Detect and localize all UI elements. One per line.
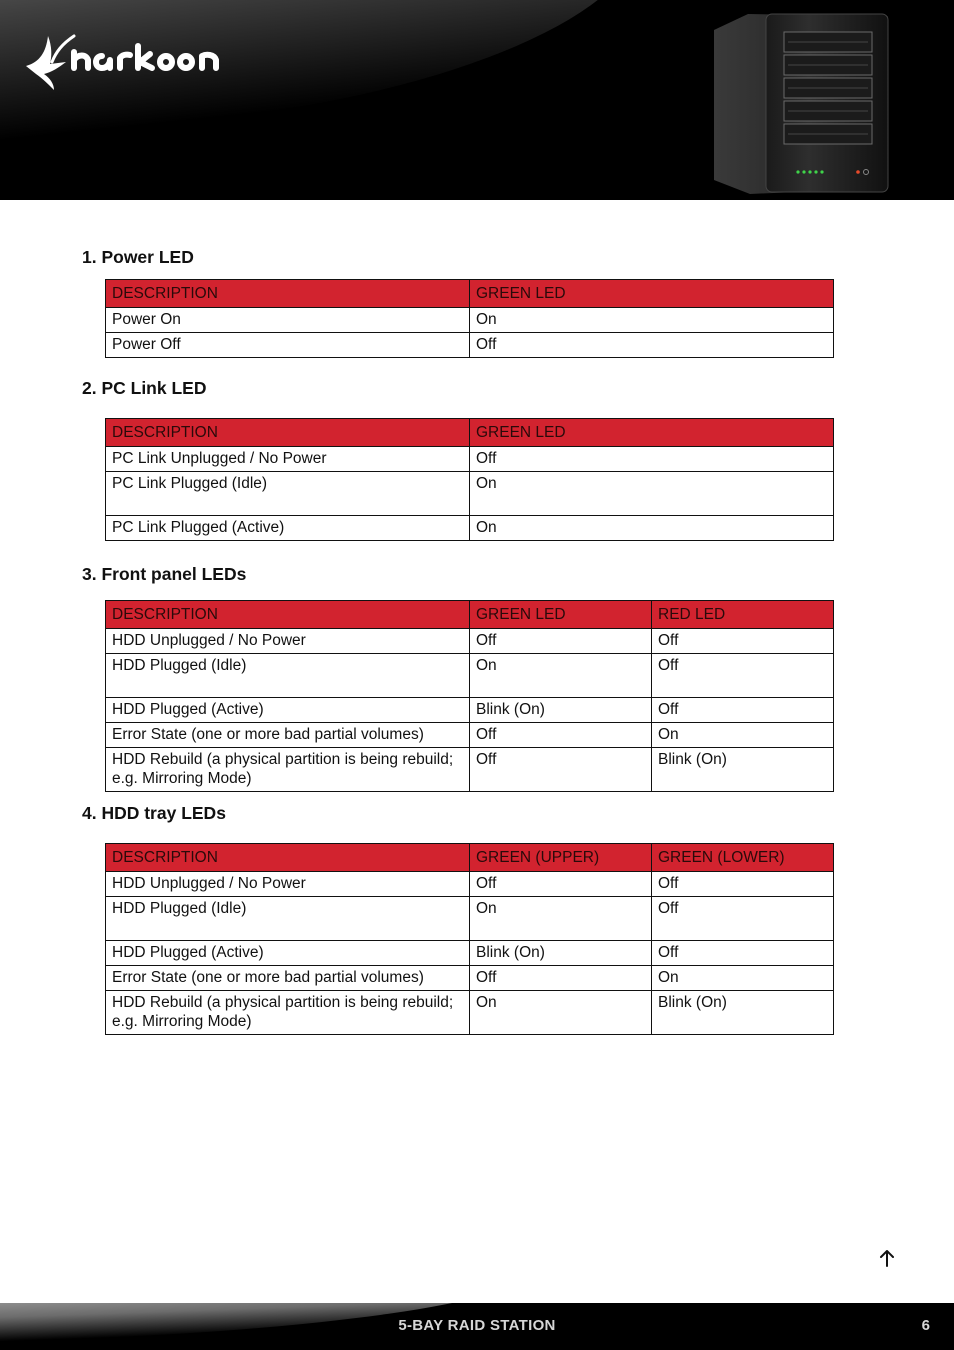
table-cell: Off (652, 941, 834, 966)
table-cell: Off (470, 447, 834, 472)
section-title-power-led: 1. Power LED (82, 247, 194, 267)
table-header-row (106, 280, 834, 308)
section-title-pc-link-led: 2. PC Link LED (82, 378, 207, 398)
table-row (106, 941, 834, 966)
page-number: 6 (921, 1317, 930, 1334)
column-header: DESCRIPTION (106, 280, 470, 308)
column-header: GREEN LED (470, 601, 652, 629)
table-cell: HDD Plugged (Idle) (106, 654, 470, 698)
table-cell: HDD Unplugged / No Power (106, 629, 470, 654)
table-cell: HDD Rebuild (a physical partition is being rebuild; e.g. Mirroring Mode) (106, 748, 470, 792)
table-cell: HDD Unplugged / No Power (106, 872, 470, 897)
table-row (106, 991, 834, 1035)
column-header: GREEN LED (470, 280, 834, 308)
pc-link-led-table (105, 418, 834, 541)
column-header: GREEN (UPPER) (470, 844, 652, 872)
table-cell: On (652, 966, 834, 991)
table-row (106, 654, 834, 698)
table-cell: PC Link Unplugged / No Power (106, 447, 470, 472)
footer-title: 5-BAY RAID STATION (398, 1317, 556, 1334)
column-header: GREEN (LOWER) (652, 844, 834, 872)
hdd-tray-leds-table (105, 843, 834, 1035)
table-cell: Off (652, 654, 834, 698)
table-cell: Off (652, 629, 834, 654)
table-row (106, 872, 834, 897)
table-cell: Blink (On) (470, 698, 652, 723)
table-row (106, 516, 834, 541)
column-header: DESCRIPTION (106, 419, 470, 447)
table-cell: Off (470, 748, 652, 792)
column-header: DESCRIPTION (106, 601, 470, 629)
table-row (106, 698, 834, 723)
table-cell: Off (470, 333, 834, 358)
table-cell: HDD Plugged (Idle) (106, 897, 470, 941)
table-cell: Off (652, 872, 834, 897)
table-row (106, 748, 834, 792)
table-cell: On (652, 723, 834, 748)
table-cell: On (470, 991, 652, 1035)
column-header: RED LED (652, 601, 834, 629)
table-header-row (106, 419, 834, 447)
table-cell: Power On (106, 308, 470, 333)
table-row (106, 966, 834, 991)
table-row (106, 308, 834, 333)
table-header-row (106, 844, 834, 872)
up-arrow-icon[interactable] (876, 1247, 898, 1269)
table-row (106, 723, 834, 748)
table-cell: Off (470, 966, 652, 991)
page-footer (0, 1303, 954, 1350)
table-cell: On (470, 308, 834, 333)
table-row (106, 629, 834, 654)
table-cell: HDD Plugged (Active) (106, 941, 470, 966)
table-cell: Error State (one or more bad partial volumes) (106, 723, 470, 748)
table-cell: Power Off (106, 333, 470, 358)
table-cell: On (470, 472, 834, 516)
table-cell: Off (470, 629, 652, 654)
section-title-hdd-tray-leds: 4. HDD tray LEDs (82, 803, 226, 823)
table-header-row (106, 601, 834, 629)
table-cell: HDD Plugged (Active) (106, 698, 470, 723)
table-cell: Blink (On) (652, 748, 834, 792)
page-header (0, 0, 954, 200)
table-cell: Blink (On) (652, 991, 834, 1035)
table-cell: On (470, 654, 652, 698)
table-row (106, 447, 834, 472)
table-cell: Off (470, 723, 652, 748)
raid-station-product-image (708, 10, 890, 194)
table-cell: On (470, 516, 834, 541)
table-cell: HDD Rebuild (a physical partition is being rebuild; e.g. Mirroring Mode) (106, 991, 470, 1035)
table-row (106, 333, 834, 358)
column-header: DESCRIPTION (106, 844, 470, 872)
table-cell: Off (470, 872, 652, 897)
power-led-table (105, 279, 834, 358)
table-row (106, 472, 834, 516)
table-cell: PC Link Plugged (Idle) (106, 472, 470, 516)
table-cell: Blink (On) (470, 941, 652, 966)
table-cell: Off (652, 698, 834, 723)
table-cell: PC Link Plugged (Active) (106, 516, 470, 541)
table-cell: Error State (one or more bad partial volumes) (106, 966, 470, 991)
front-panel-leds-table (105, 600, 834, 792)
table-cell: Off (652, 897, 834, 941)
sharkoon-logo (22, 22, 232, 94)
table-row (106, 897, 834, 941)
table-cell: On (470, 897, 652, 941)
column-header: GREEN LED (470, 419, 834, 447)
section-title-front-panel-leds: 3. Front panel LEDs (82, 564, 247, 584)
